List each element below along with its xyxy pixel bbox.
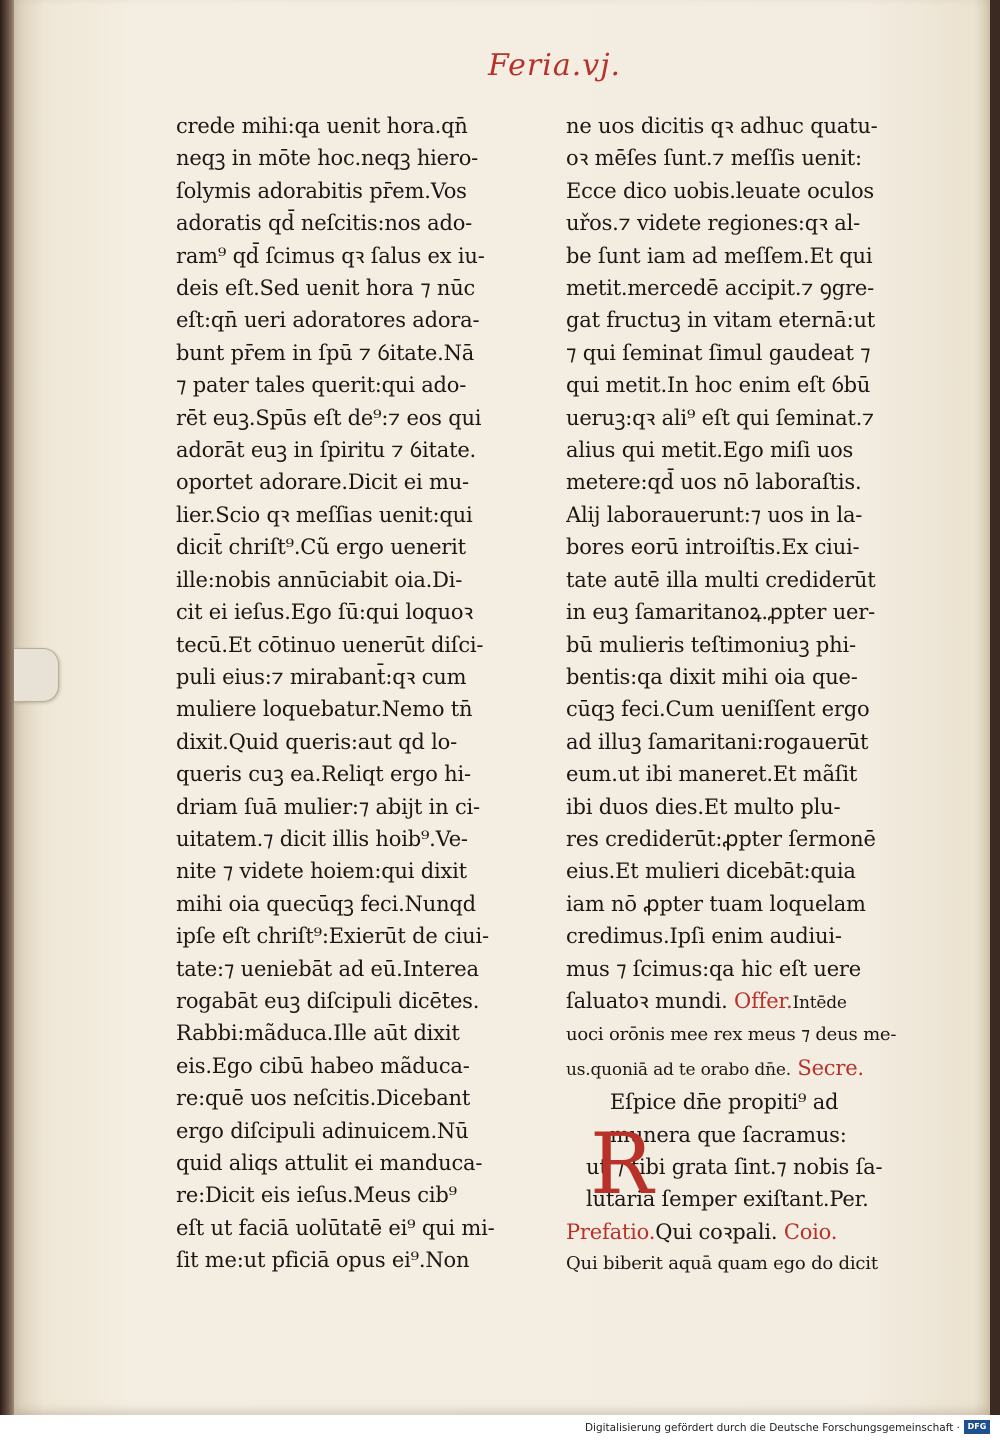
text-line: credimus.Ipſi enim audiui-	[566, 924, 842, 949]
text-line: ſolymis adorabitis pr̄em.Vos	[176, 178, 467, 203]
offertory-end: us.quoniā ad te orabo dn̄e.	[566, 1059, 791, 1080]
text-line: bores eorū introiſtis.Ex ciui-	[566, 535, 860, 560]
rubric-offer: Offer.	[734, 988, 793, 1013]
running-head: Feria.vj.	[488, 48, 622, 83]
text-line: ad illuꝫ ſamaritani:rogauerūt	[566, 729, 869, 754]
text-line: Rabbi:mãduca.Ille aūt dixit	[176, 1021, 460, 1046]
text-line: qui metit.In hoc enim eſt ỽbū	[566, 373, 871, 398]
text-line: res crediderūt:ꝓpter ſermonē	[566, 826, 876, 851]
text-line: driam ſuā mulier:⁊ abijt in ci-	[176, 794, 480, 819]
text-line: dixit.Quid queris:aut qd lo-	[176, 729, 457, 754]
secreta-line: munera que ſacramus:	[610, 1122, 847, 1147]
text-line: ueruꝫ:qꝛ ali⁹ eſt qui ſeminat.⁊	[566, 405, 874, 430]
text-line: eſt:qn̄ ueri adoratores adora-	[176, 308, 480, 333]
right-text-column	[566, 110, 938, 1281]
text-line: Ecce dico uobis.leuate oculos	[566, 178, 874, 203]
text-line: be ſunt iam ad meſſem.Et qui	[566, 243, 873, 268]
rubric-secre: Secre.	[797, 1055, 864, 1080]
text-line: cit ei ieſus.Ego ſū:qui loquoꝛ	[176, 600, 474, 625]
text-line: iam nō ꝓpter tuam loquelam	[566, 891, 866, 916]
prefatio-text: Qui coꝛpali.	[655, 1219, 778, 1244]
text-line: mus ⁊ ſcimus:qa hic eſt uere	[566, 956, 861, 981]
text-line: ram⁹ qd̄ ſcimus qꝛ ſalus ex iu-	[176, 243, 485, 268]
text-line: gat fructuꝫ in vitam eternā:ut	[566, 308, 876, 333]
text-line: uřos.⁊ videte regiones:qꝛ al-	[566, 211, 861, 236]
text-line: eſt ut faciā uolūtatē ei⁹ qui mi-	[176, 1215, 495, 1240]
rubric-prefatio: Prefatio.	[566, 1219, 656, 1244]
text-line: puli eius:⁊ mirabant̄:qꝛ cum	[176, 664, 467, 689]
text-line: adorāt euꝫ in ſpiritu ⁊ ỽitate.	[176, 438, 477, 463]
text-line: ⁊ qui ſeminat ſimul gaudeat ⁊	[566, 340, 871, 365]
text-line: ⁊ pater tales querit:qui ado-	[176, 373, 467, 398]
text-line: oꝛ mēſes ſunt.⁊ meſſis uenit:	[566, 146, 862, 171]
text-line: queris cuꝫ ea.Reliqt ergo hi-	[176, 762, 471, 787]
secreta-line: ut ⁊ tibi grata ſint.⁊ nobis ſa-	[586, 1155, 883, 1179]
text-line: Alij laborauerunt:⁊ uos in la-	[566, 502, 863, 527]
text-line: re:Dicit eis ieſus.Meus cib⁹	[176, 1183, 457, 1208]
text-line: tate:⁊ ueniebāt ad eū.Interea	[176, 956, 479, 981]
text-line: uitatem.⁊ dicit illis hoib⁹.Ve-	[176, 826, 468, 851]
text-line: mihi oia quecūqꝫ feci.Nunqd	[176, 891, 476, 916]
text-line: ibi duos dies.Et multo plu-	[566, 794, 841, 819]
offertory-incipit: Intēde	[792, 992, 847, 1013]
text-line: bentis:qa dixit mihi oia que-	[566, 664, 858, 689]
text-line: alius qui metit.Ego miſi uos	[566, 438, 854, 463]
communio-line: Qui biberit aquā quam ego do dicit	[566, 1253, 878, 1275]
offertory-line	[566, 1052, 938, 1086]
text-line: ergo diſcipuli adinuicem.Nū	[176, 1118, 469, 1143]
left-text-column	[176, 110, 544, 1277]
text-line: eum.ut ibi maneret.Et mãſit	[566, 762, 858, 787]
text-line: bunt pr̄em in ſpū ⁊ ỽitate.Nā	[176, 340, 475, 365]
text-line: metere:qd̄ uos nō laboraſtis.	[566, 470, 862, 495]
text-line: cūqꝫ feci.Cum ueniſſent ergo	[566, 697, 870, 722]
text-line: ſaluatoꝛ mundi.	[566, 988, 728, 1013]
prefatio-line	[566, 1216, 938, 1248]
text-line: rogabāt euꝫ diſcipuli dicētes.	[176, 988, 480, 1013]
text-line: re:quē uos neſcitis.Dicebant	[176, 1086, 471, 1111]
text-line: tate autē illa multi crediderūt	[566, 567, 876, 592]
dfg-logo: DFG	[964, 1420, 990, 1434]
offertory-line: uoci orōnis mee rex meus ⁊ deus me-	[566, 1024, 897, 1046]
red-dropcap-initial: R	[590, 1115, 654, 1213]
text-line: eius.Et mulieri dicebāt:quia	[566, 859, 856, 884]
text-line: crede mihi:qa uenit hora.qn̄	[176, 114, 468, 138]
text-line: rēt euꝫ.Spūs eſt de⁹:⁊ eos qui	[176, 405, 482, 430]
page-tab-marker	[14, 648, 59, 702]
text-line: eis.Ego cibū habeo mãduca-	[176, 1053, 470, 1078]
text-line: bū mulieris teſtimoniuꝫ phi-	[566, 632, 856, 657]
text-line: ipſe eſt chriſt⁹:Exierūt de ciui-	[176, 924, 489, 949]
text-line: oportet adorare.Dicit ei mu-	[176, 470, 469, 495]
rubric-coio: Coio.	[783, 1219, 838, 1244]
text-line: ne uos dicitis qꝛ adhuc quatu-	[566, 114, 878, 138]
text-line: metit.mercedē accipit.⁊ ꝯgre-	[566, 276, 874, 301]
footer-credit: Digitalisierung gefördert durch die Deutsche Forschungsgemeinschaft ·	[584, 1422, 960, 1434]
text-line: ſit me:ut pficiā opus ei⁹.Non	[176, 1248, 470, 1273]
text-line: lier.Scio qꝛ meſſias uenit:qui	[176, 502, 473, 527]
text-line: in euꝫ ſamaritanoꝝ.ꝓpter uer-	[566, 600, 876, 625]
text-line: quid aliqs attulit ei manduca-	[176, 1151, 483, 1175]
text-line: neqꝫ in mōte hoc.neqꝫ hiero-	[176, 146, 479, 171]
text-line: nite ⁊ videte hoiem:qui dixit	[176, 859, 467, 884]
text-line: tecū.Et cōtinuo uenerūt diſci-	[176, 632, 484, 657]
text-line: deis eſt.Sed uenit hora ⁊ nūc	[176, 276, 476, 301]
secreta-line: lutaria ſemper exiſtant.Per.	[586, 1187, 869, 1212]
book-binding	[0, 0, 14, 1420]
text-line: ille:nobis annūciabit oia.Di-	[176, 567, 463, 592]
text-line: dicit̄ chriſt⁹.Cũ ergo uenerit	[176, 535, 466, 560]
text-line: adoratis qd̄ neſcitis:nos ado-	[176, 211, 473, 236]
secreta-line: Eſpice dn̄e propiti⁹ ad	[610, 1090, 839, 1115]
text-line: muliere loquebatur.Nemo tn̄	[176, 697, 473, 722]
offertory-line	[566, 985, 938, 1019]
